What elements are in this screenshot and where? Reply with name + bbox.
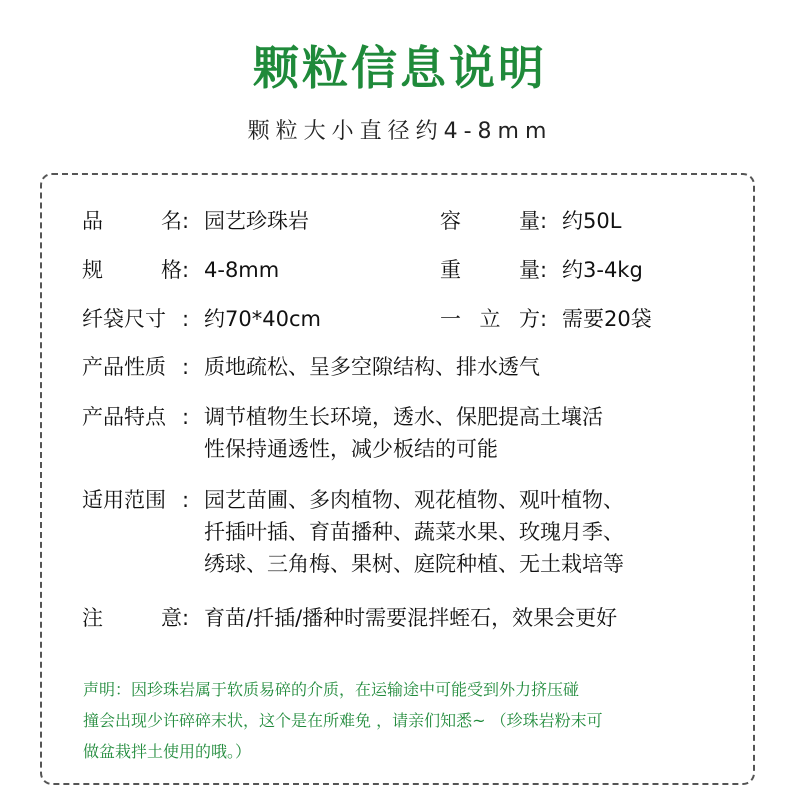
spec-name-label: 品 名 xyxy=(82,209,182,233)
spec-weight-row xyxy=(440,254,643,286)
colon: : xyxy=(182,307,190,331)
nature-label: 产品性质 xyxy=(82,355,166,379)
colon: : xyxy=(182,488,190,512)
colon: : xyxy=(540,209,548,233)
spec-weight-value: 约3-4kg xyxy=(562,258,643,282)
spec-bag-label: 纤袋尺寸 xyxy=(82,307,166,331)
scope-line: 绣球、三角梅、果树、庭院种植、无土栽培等 xyxy=(204,552,624,576)
features-line: 性保持通透性，减少板结的可能 xyxy=(204,437,498,461)
spec-name-row xyxy=(82,205,309,237)
features-row xyxy=(82,401,704,465)
colon: : xyxy=(182,606,190,630)
features-label: 产品特点 xyxy=(82,405,166,429)
scope-value xyxy=(204,484,704,580)
page-subtitle: 颗粒大小直径约4-8mm xyxy=(247,119,553,144)
scope-line: 扦插叶插、育苗播种、蔬菜水果、玫瑰月季、 xyxy=(204,520,624,544)
nature-value: 质地疏松、呈多空隙结构、排水透气 xyxy=(204,355,540,379)
disclaimer xyxy=(83,674,723,767)
note-label: 注 意 xyxy=(82,606,182,630)
scope-row xyxy=(82,484,704,580)
page-title: 颗粒信息说明 xyxy=(253,41,547,95)
features-value xyxy=(204,401,704,465)
colon: : xyxy=(182,405,190,429)
spec-size-value: 4-8mm xyxy=(204,258,280,282)
disclaimer-line: 做盆栽拌土使用的哦。） xyxy=(83,742,252,761)
disclaimer-line: 声明：因珍珠岩属于软质易碎的介质，在运输途中可能受到外力挤压碰 xyxy=(83,680,580,699)
spec-bag-row xyxy=(82,303,321,335)
colon: : xyxy=(182,355,190,379)
spec-capacity-row xyxy=(440,205,621,237)
note-value: 育苗/扦插/播种时需要混拌蛭石，效果会更好 xyxy=(204,606,618,630)
spec-cubic-value: 需要20袋 xyxy=(562,307,652,331)
spec-size-row xyxy=(82,254,279,286)
colon: : xyxy=(182,258,190,282)
spec-name-value: 园艺珍珠岩 xyxy=(204,209,309,233)
spec-bag-value: 约70*40cm xyxy=(204,307,321,331)
colon: : xyxy=(182,209,190,233)
spec-size-label: 规 格 xyxy=(82,258,182,282)
spec-cubic-row xyxy=(440,303,652,335)
spec-capacity-label: 容 量 xyxy=(440,209,540,233)
colon: : xyxy=(540,258,548,282)
disclaimer-line: 撞会出现少许碎碎末状，这个是在所难免 ，请亲们知悉~ （珍珠岩粉末可 xyxy=(83,711,603,730)
note-row xyxy=(82,602,617,634)
scope-line: 园艺苗圃、多肉植物、观花植物、观叶植物、 xyxy=(204,488,624,512)
spec-cubic-label: 一 立 方 xyxy=(440,307,540,331)
spec-weight-label: 重 量 xyxy=(440,258,540,282)
scope-label: 适用范围 xyxy=(82,488,166,512)
spec-capacity-value: 约50L xyxy=(562,209,622,233)
colon: : xyxy=(540,307,548,331)
nature-row xyxy=(82,351,540,383)
features-line: 调节植物生长环境，透水、保肥提高土壤活 xyxy=(204,405,603,429)
